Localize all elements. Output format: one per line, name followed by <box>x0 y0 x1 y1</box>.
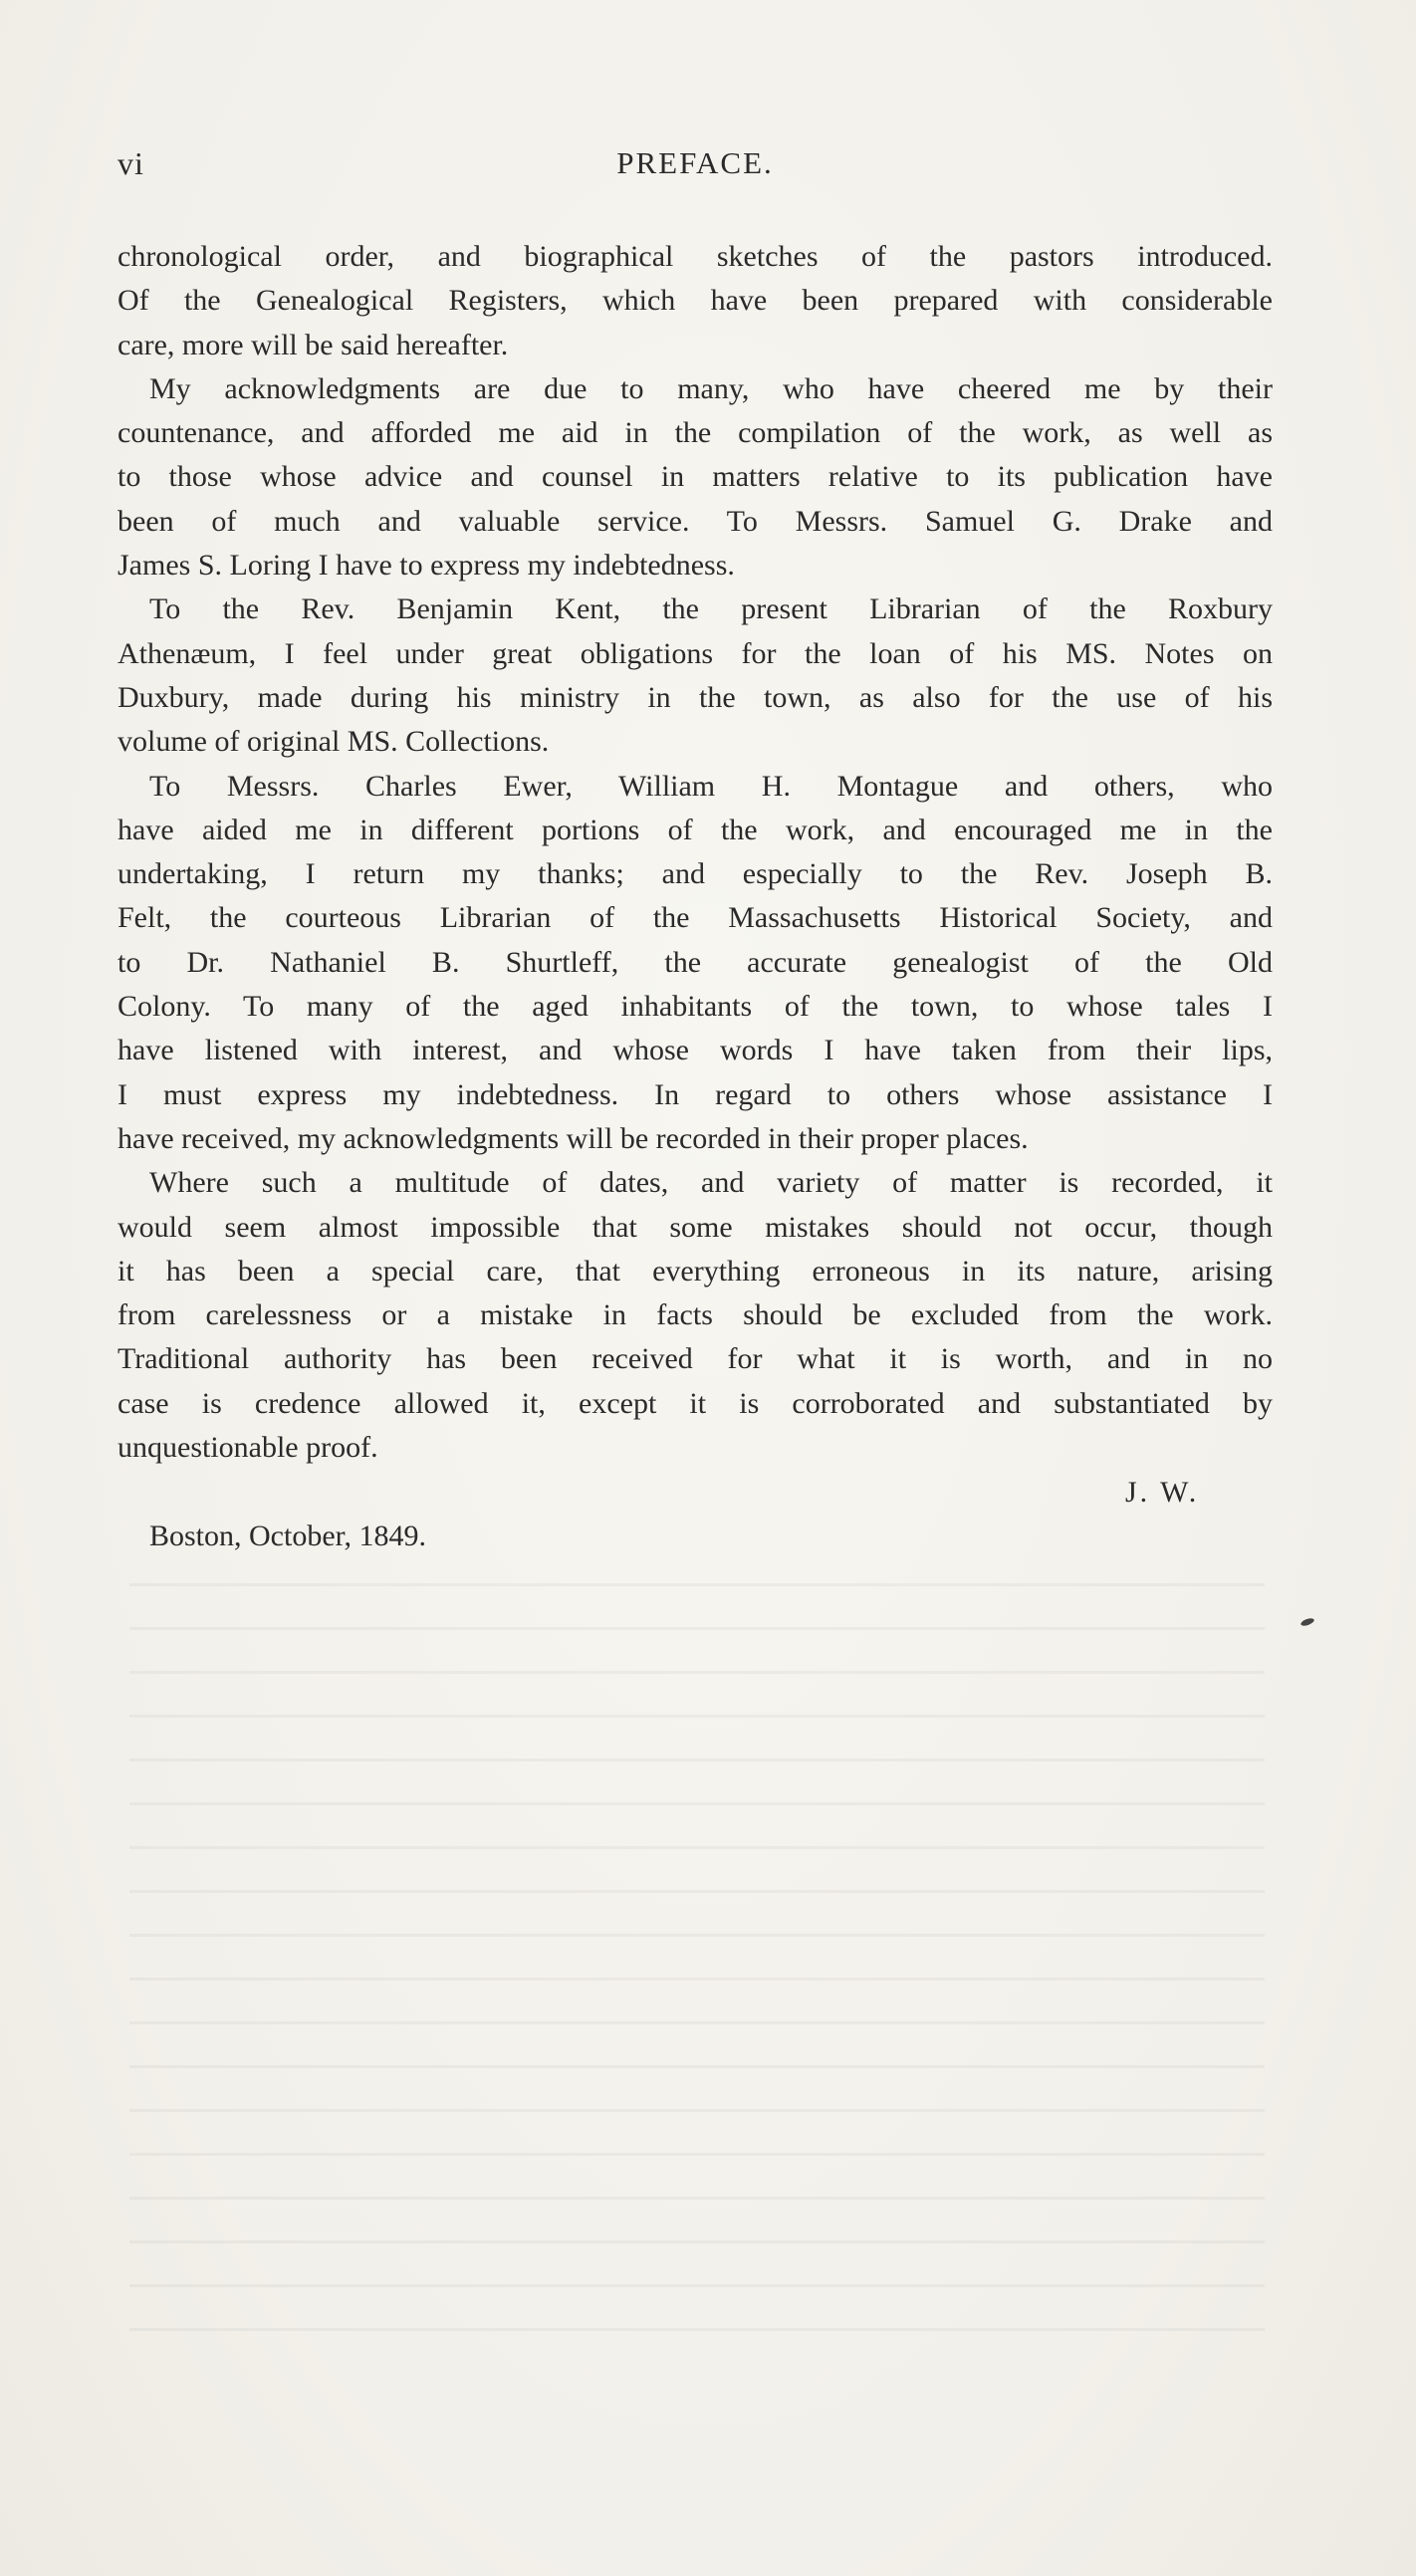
page-header <box>118 145 1273 193</box>
text-line: case is credence allowed it, except it is corroborated and substantiated by <box>118 1386 1273 1420</box>
text-line: James S. Loring I have to express my indebtedness. <box>118 549 735 583</box>
text-line: Of the Genealogical Registers, which have been prepared with considerable <box>118 284 1273 318</box>
text-line: been of much and valuable service. To Messrs. Samuel G. Drake and <box>118 504 1273 538</box>
paragraph <box>118 367 1273 587</box>
text-line: to those whose advice and counsel in matters relative to its publication have <box>118 460 1273 494</box>
text-line: unquestionable proof. <box>118 1431 378 1465</box>
text-line: would seem almost impossible that some mistakes should not occur, though <box>118 1210 1273 1244</box>
page-number: vi <box>118 145 144 181</box>
paragraph <box>118 765 1273 1162</box>
text-line: it has been a special care, that everything erroneous in its nature, arising <box>118 1254 1273 1288</box>
text-line: chronological order, and biographical sketches of the pastors introduced. <box>118 240 1273 273</box>
text-line: My acknowledgments are due to many, who have cheered me by their <box>149 371 1273 405</box>
text-line: from carelessness or a mistake in facts should be excluded from the work. <box>118 1298 1273 1332</box>
text-line: Where such a multitude of dates, and variety of matter is recorded, it <box>149 1166 1273 1200</box>
preface-body <box>118 235 1273 1470</box>
text-line: Traditional authority has been received for what it is worth, and in no <box>118 1342 1273 1376</box>
text-line: care, more will be said hereafter. <box>118 328 509 361</box>
text-line: Felt, the courteous Librarian of the Massachusetts Historical Society, and <box>118 901 1273 935</box>
text-line: undertaking, I return my thanks; and especially to the Rev. Joseph B. <box>118 857 1273 891</box>
text-line: I must express my indebtedness. In regard to others whose assistance I <box>118 1077 1273 1111</box>
text-line: To Messrs. Charles Ewer, William H. Montague and others, who <box>149 769 1273 803</box>
text-line: have aided me in different portions of the work, and encouraged me in the <box>118 813 1273 846</box>
author-signature: J. W. <box>1125 1476 1200 1509</box>
text-line: to Dr. Nathaniel B. Shurtleff, the accurate genealogist of the Old <box>118 945 1273 979</box>
text-line: To the Rev. Benjamin Kent, the present Librarian of the Roxbury <box>149 592 1273 626</box>
text-line: Duxbury, made during his ministry in the town, as also for the use of his <box>118 680 1273 714</box>
text-line: have received, my acknowledgments will be recorded in their proper places. <box>118 1121 1029 1155</box>
text-line: volume of original MS. Collections. <box>118 725 550 759</box>
dateline: Boston, October, 1849. <box>149 1520 426 1552</box>
text-line: have listened with interest, and whose words I have taken from their lips, <box>118 1034 1273 1067</box>
running-head: PREFACE. <box>616 145 774 180</box>
paragraph <box>118 587 1273 764</box>
text-line: Colony. To many of the aged inhabitants of the town, to whose tales I <box>118 990 1273 1024</box>
paragraph <box>118 1161 1273 1470</box>
text-line: countenance, and afforded me aid in the compilation of the work, as well as <box>118 416 1273 450</box>
show-through-text <box>129 1553 1265 2350</box>
text-line: Athenæum, I feel under great obligations for the loan of his MS. Notes on <box>118 636 1273 670</box>
paragraph <box>118 235 1273 367</box>
